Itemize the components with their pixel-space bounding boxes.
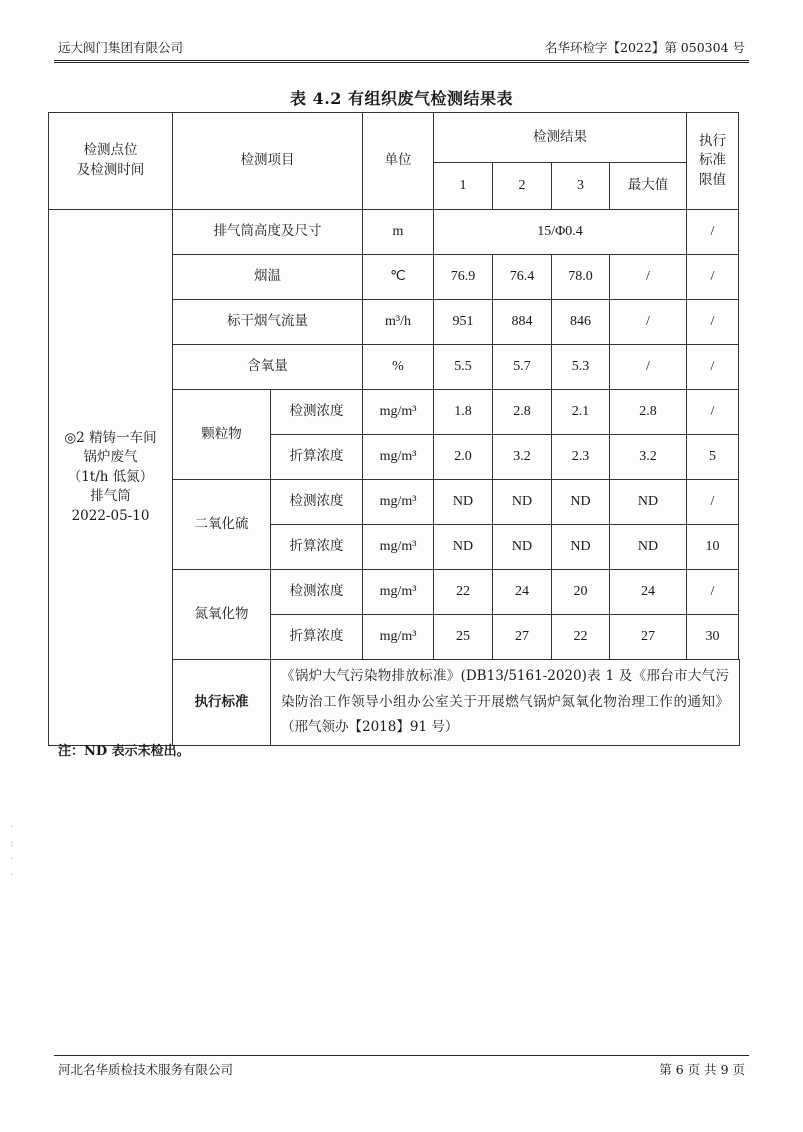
result-cell: ND xyxy=(493,480,552,525)
max-cell: / xyxy=(610,345,687,390)
result-cell: 2.0 xyxy=(434,435,493,480)
item-cell: 标干烟气流量 xyxy=(173,300,363,345)
result-cell: ND xyxy=(552,480,610,525)
sub-item-cell: 折算浓度 xyxy=(271,525,363,570)
header-rule xyxy=(54,60,749,61)
header-max: 最大值 xyxy=(610,163,687,210)
pollutant-name: 颗粒物 xyxy=(173,390,271,480)
point-info xyxy=(49,210,173,746)
max-cell: 27 xyxy=(610,615,687,660)
result-cell: 884 xyxy=(493,300,552,345)
unit-cell: mg/m³ xyxy=(363,435,434,480)
result-cell: 20 xyxy=(552,570,610,615)
standard-text: 《锅炉大气污染物排放标准》(DB13/5161-2020)表 1 及《邢台市大气污染防治工作领导小组办公室关于开展燃气锅炉氮氧化物治理工作的通知》（邢气领办【2018】91 号） xyxy=(271,660,740,746)
header-limit xyxy=(687,113,739,210)
limit-cell: / xyxy=(687,300,739,345)
result-cell: ND xyxy=(493,525,552,570)
header-result-1: 1 xyxy=(434,163,493,210)
max-cell: / xyxy=(610,300,687,345)
unit-cell: mg/m³ xyxy=(363,480,434,525)
header-result-2: 2 xyxy=(493,163,552,210)
max-cell: 3.2 xyxy=(610,435,687,480)
result-cell: 5.3 xyxy=(552,345,610,390)
header-result-3: 3 xyxy=(552,163,610,210)
result-cell: 2.3 xyxy=(552,435,610,480)
unit-cell: mg/m³ xyxy=(363,570,434,615)
header-rule-double xyxy=(54,62,749,63)
result-cell: 5.5 xyxy=(434,345,493,390)
result-cell: 5.7 xyxy=(493,345,552,390)
max-cell: ND xyxy=(610,525,687,570)
limit-cell: / xyxy=(687,210,739,255)
standard-label: 执行标准 xyxy=(173,660,271,746)
header-item: 检测项目 xyxy=(173,113,363,210)
unit-cell: % xyxy=(363,345,434,390)
item-cell: 烟温 xyxy=(173,255,363,300)
header-point-label: 检测点位 及检测时间 xyxy=(76,142,145,178)
result-cell: ND xyxy=(434,525,493,570)
result-cell: 3.2 xyxy=(493,435,552,480)
result-cell: 76.9 xyxy=(434,255,493,300)
point-info-text: ◎2 精铸一车间 锅炉废气 （1t/h 低氮） 排气筒 2022-05-10 xyxy=(64,429,157,524)
max-cell: ND xyxy=(610,480,687,525)
sub-item-cell: 检测浓度 xyxy=(271,390,363,435)
limit-cell: / xyxy=(687,570,739,615)
merged-value-cell: 15/Φ0.4 xyxy=(434,210,687,255)
result-cell: 2.1 xyxy=(552,390,610,435)
unit-cell: mg/m³ xyxy=(363,525,434,570)
result-cell: 2.8 xyxy=(493,390,552,435)
max-cell: 24 xyxy=(610,570,687,615)
item-cell: 排气筒高度及尺寸 xyxy=(173,210,363,255)
result-cell: 78.0 xyxy=(552,255,610,300)
footer-page-number: 第 6 页 共 9 页 xyxy=(659,1062,745,1077)
sub-item-cell: 检测浓度 xyxy=(271,570,363,615)
header-unit: 单位 xyxy=(363,113,434,210)
footer-rule xyxy=(54,1055,749,1056)
header-limit-label: 执行 标准 限值 xyxy=(699,132,726,188)
sub-item-cell: 折算浓度 xyxy=(271,615,363,660)
header-point xyxy=(49,113,173,210)
result-cell: 846 xyxy=(552,300,610,345)
unit-cell: m xyxy=(363,210,434,255)
header-company: 远大阀门集团有限公司 xyxy=(58,40,184,55)
limit-cell: / xyxy=(687,345,739,390)
results-table xyxy=(48,112,740,746)
result-cell: 27 xyxy=(493,615,552,660)
unit-cell: mg/m³ xyxy=(363,615,434,660)
page-header xyxy=(58,38,745,58)
unit-cell: ℃ xyxy=(363,255,434,300)
unit-cell: mg/m³ xyxy=(363,390,434,435)
limit-cell: 5 xyxy=(687,435,739,480)
pollutant-name: 氮氧化物 xyxy=(173,570,271,660)
scan-specks: · : · · xyxy=(10,822,14,881)
header-results: 检测结果 xyxy=(434,113,687,163)
result-cell: ND xyxy=(552,525,610,570)
sub-item-cell: 检测浓度 xyxy=(271,480,363,525)
result-cell: 24 xyxy=(493,570,552,615)
result-cell: 22 xyxy=(434,570,493,615)
result-cell: ND xyxy=(434,480,493,525)
limit-cell: 30 xyxy=(687,615,739,660)
limit-cell: / xyxy=(687,255,739,300)
limit-cell: / xyxy=(687,480,739,525)
result-cell: 25 xyxy=(434,615,493,660)
footnote: 注：ND 表示未检出。 xyxy=(58,744,190,759)
result-cell: 1.8 xyxy=(434,390,493,435)
limit-cell: 10 xyxy=(687,525,739,570)
limit-cell: / xyxy=(687,390,739,435)
table-title: 表 4.2 有组织废气检测结果表 xyxy=(290,89,513,108)
header-report-number: 名华环检字【2022】第 050304 号 xyxy=(545,40,745,55)
result-cell: 951 xyxy=(434,300,493,345)
max-cell: 2.8 xyxy=(610,390,687,435)
footer-company: 河北名华质检技术服务有限公司 xyxy=(58,1062,234,1077)
sub-item-cell: 折算浓度 xyxy=(271,435,363,480)
result-cell: 22 xyxy=(552,615,610,660)
result-cell: 76.4 xyxy=(493,255,552,300)
item-cell: 含氧量 xyxy=(173,345,363,390)
pollutant-name: 二氧化硫 xyxy=(173,480,271,570)
unit-cell: m³/h xyxy=(363,300,434,345)
max-cell: / xyxy=(610,255,687,300)
